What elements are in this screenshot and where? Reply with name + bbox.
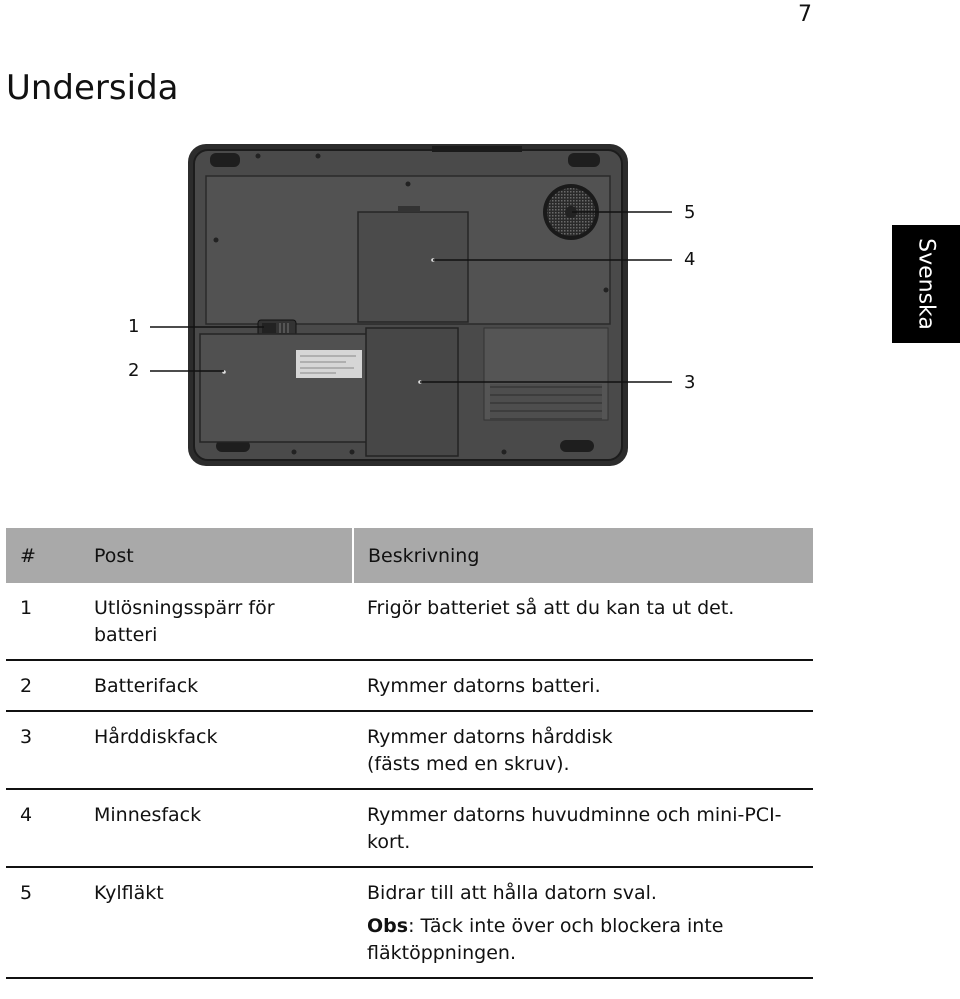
- row-description: Frigör batteriet så att du kan ta ut det.: [353, 583, 813, 660]
- callout-4: 4: [684, 249, 696, 270]
- callout-1: 1: [128, 316, 140, 337]
- row-item: Utlösningsspärr för batteri: [80, 583, 353, 660]
- note: [367, 913, 753, 967]
- row-number: 4: [6, 789, 80, 867]
- row-description: Rymmer datorns batteri.: [353, 660, 813, 711]
- row-item: Kylfläkt: [80, 867, 353, 978]
- header-number: #: [6, 528, 80, 583]
- table-row: [6, 711, 813, 789]
- note-label: Obs: [367, 915, 409, 937]
- callout-3: 3: [684, 372, 696, 393]
- table-row: [6, 583, 813, 660]
- row-number: 3: [6, 711, 80, 789]
- header-item: Post: [80, 528, 353, 583]
- table-row: [6, 789, 813, 867]
- row-item: Minnesfack: [80, 789, 353, 867]
- header-description: Beskrivning: [353, 528, 813, 583]
- row-number: 5: [6, 867, 80, 978]
- row-description: Rymmer datorns hårddisk (fästs med en skruv).: [353, 711, 813, 789]
- callout-5: 5: [684, 202, 696, 223]
- row-description-cell: [353, 867, 813, 978]
- table-row: [6, 660, 813, 711]
- laptop-underside-photo: [186, 140, 632, 470]
- table-header-row: [6, 528, 813, 583]
- language-tab: [892, 225, 960, 343]
- page-number: 7: [798, 2, 812, 27]
- bottom-view-table: [6, 528, 813, 979]
- callout-2: 2: [128, 360, 140, 381]
- table-row: [6, 867, 813, 978]
- row-number: 2: [6, 660, 80, 711]
- row-item: Hårddiskfack: [80, 711, 353, 789]
- page-title: Undersida: [6, 68, 179, 108]
- language-tab-label: Svenska: [913, 238, 939, 330]
- note-text: : Täck inte över och blockera inte fläktöppningen.: [367, 915, 724, 964]
- row-number: 1: [6, 583, 80, 660]
- row-description: Rymmer datorns huvudminne och mini-PCI-kort.: [353, 789, 813, 867]
- row-item: Batterifack: [80, 660, 353, 711]
- row-description: Bidrar till att hålla datorn sval.: [367, 882, 657, 904]
